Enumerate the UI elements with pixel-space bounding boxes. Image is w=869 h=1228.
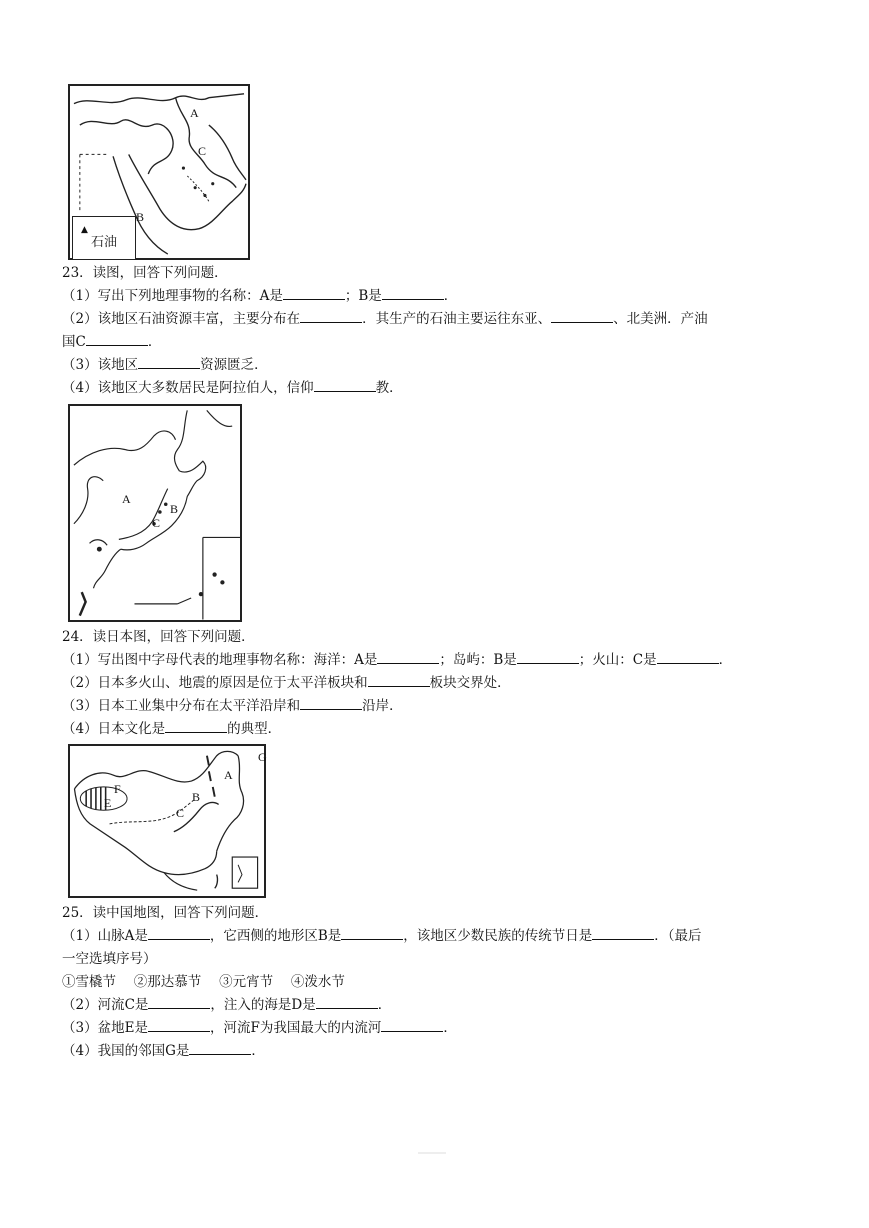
map-label-a: A [224, 768, 233, 782]
answer-blank[interactable] [316, 994, 378, 1009]
answer-blank[interactable] [377, 649, 439, 664]
answer-blank[interactable] [517, 649, 579, 664]
answer-blank[interactable] [148, 925, 210, 940]
answer-blank[interactable] [381, 1017, 443, 1032]
page-footer-mark [418, 1152, 446, 1154]
answer-blank[interactable] [551, 308, 613, 323]
answer-blank[interactable] [592, 925, 654, 940]
answer-blank[interactable] [165, 718, 227, 733]
map-label-b: B [192, 790, 201, 804]
japan-map-outline [70, 406, 240, 620]
q23-line-3: （3）该地区 资源匮乏． [62, 354, 268, 376]
map-label-c: C [152, 516, 161, 530]
q23-line-2-cont: 国C ． [62, 331, 161, 353]
q25-line-1: （1）山脉A是 ，它西侧的地形区B是 ，该地区少数民族的传统节日是 ．（最后 [62, 925, 702, 947]
q25-line-4: （4）我国的邻国G是 ． [62, 1040, 265, 1062]
map-label-f: F [114, 782, 121, 796]
answer-blank[interactable] [300, 695, 362, 710]
answer-blank[interactable] [300, 308, 362, 323]
map-label-c: C [176, 806, 185, 820]
map-label-b: B [136, 210, 145, 224]
q24-line-3: （3）日本工业集中分布在太平洋沿岸和 沿岸． [62, 695, 403, 717]
answer-blank[interactable] [341, 925, 403, 940]
answer-blank[interactable] [368, 672, 430, 687]
q23-line-4: （4）该地区大多数居民是阿拉伯人，信仰 教． [62, 377, 403, 399]
japan-map [68, 404, 242, 622]
q25-line-3: （3）盆地E是 ，河流F为我国最大的内流河 ． [62, 1017, 457, 1039]
q23-title: 23．读图，回答下列问题． [62, 265, 228, 281]
q25-title: 25．读中国地图，回答下列问题． [62, 905, 269, 921]
answer-blank[interactable] [86, 331, 148, 346]
answer-blank[interactable] [148, 1017, 210, 1032]
q24-line-2: （2）日本多火山、地震的原因是位于太平洋板块和 板块交界处． [62, 672, 511, 694]
legend-oil-label: 石油 [91, 235, 118, 250]
q25-line-2: （2）河流C是 ，注入的海是D是 ． [62, 994, 391, 1016]
middle-east-map [68, 84, 250, 260]
q25-line-1-cont: 一空选填序号） [62, 951, 157, 967]
map-label-e: E [104, 796, 112, 810]
q24-title: 24．读日本图，回答下列问题． [62, 629, 255, 645]
answer-blank[interactable] [314, 377, 376, 392]
map-label-b: B [170, 502, 179, 516]
answer-blank[interactable] [148, 994, 210, 1009]
answer-blank[interactable] [382, 285, 444, 300]
map-label-g: G [258, 750, 267, 764]
oil-triangle-icon: ▲ [81, 225, 88, 235]
q23-line-1: （1）写出下列地理事物的名称：A是 ；B是 ． [62, 285, 457, 307]
q24-line-1: （1）写出图中字母代表的地理事物名称：海洋：A是 ；岛屿：B是 ；火山：C是 ． [62, 649, 732, 671]
q23-line-2: （2）该地区石油资源丰富，主要分布在 ．其生产的石油主要运往东亚、 、北美洲．产油 [62, 308, 708, 330]
answer-blank[interactable] [657, 649, 719, 664]
china-map [68, 744, 266, 898]
china-map-outline [70, 746, 264, 896]
map-label-a: A [190, 106, 199, 120]
map-label-a: A [122, 492, 131, 506]
map-label-c: C [198, 144, 207, 158]
answer-blank[interactable] [138, 354, 200, 369]
answer-blank[interactable] [283, 285, 345, 300]
answer-blank[interactable] [189, 1040, 251, 1055]
q24-line-4: （4）日本文化是 的典型． [62, 718, 281, 740]
q25-options: ①雪橇节 ②那达慕节 ③元宵节 ④泼水节 [62, 974, 345, 990]
map-legend [72, 216, 136, 260]
